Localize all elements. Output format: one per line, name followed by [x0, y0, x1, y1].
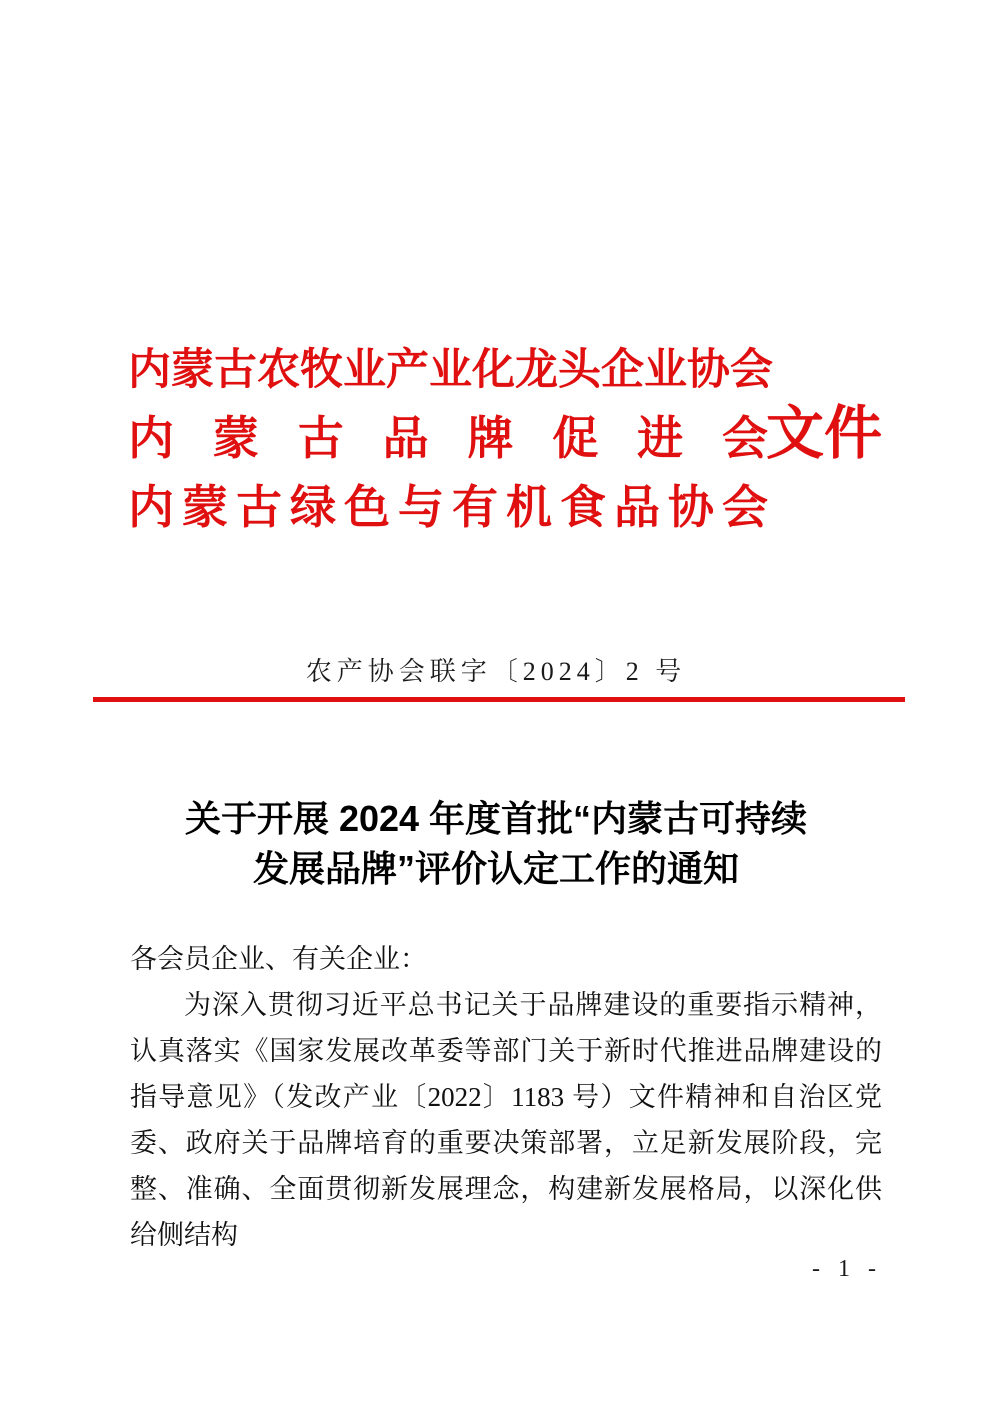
- page-number: - 1 -: [812, 1256, 882, 1282]
- letterhead-org-line-2: 内蒙古品牌促进会: [128, 413, 768, 464]
- notice-title: [96, 794, 896, 894]
- letterhead-doc-type-label: 文件: [766, 401, 883, 466]
- body-paragraph: 为深入贯彻习近平总书记关于品牌建设的重要指示精神，认真落实《国家发展改革委等部门关于新时代推进品牌建设的指导意见》（发改产业〔2022〕1183 号）文件精神和自治区党委、政府关于品牌培育的重要决策部署，立足新发展阶段，完整、准确、全面贯彻新发展理念，构建新发展格局，以深化供给侧结构: [130, 990, 882, 1250]
- letterhead-org-line-1: 内蒙古农牧业产业化龙头企业协会: [128, 347, 773, 394]
- salutation: 各会员企业、有关企业：: [130, 944, 427, 974]
- notice-title-line-1: 关于开展 2024 年度首批“内蒙古可持续: [184, 798, 808, 839]
- red-divider-rule: [93, 697, 905, 702]
- body-block: [130, 936, 882, 1258]
- doc-number: 农产协会联字〔2024〕2 号: [305, 657, 687, 686]
- letterhead-org-line-3: 内蒙古绿色与有机食品协会: [128, 482, 768, 533]
- notice-title-line-2: 发展品牌”评价认定工作的通知: [252, 848, 739, 889]
